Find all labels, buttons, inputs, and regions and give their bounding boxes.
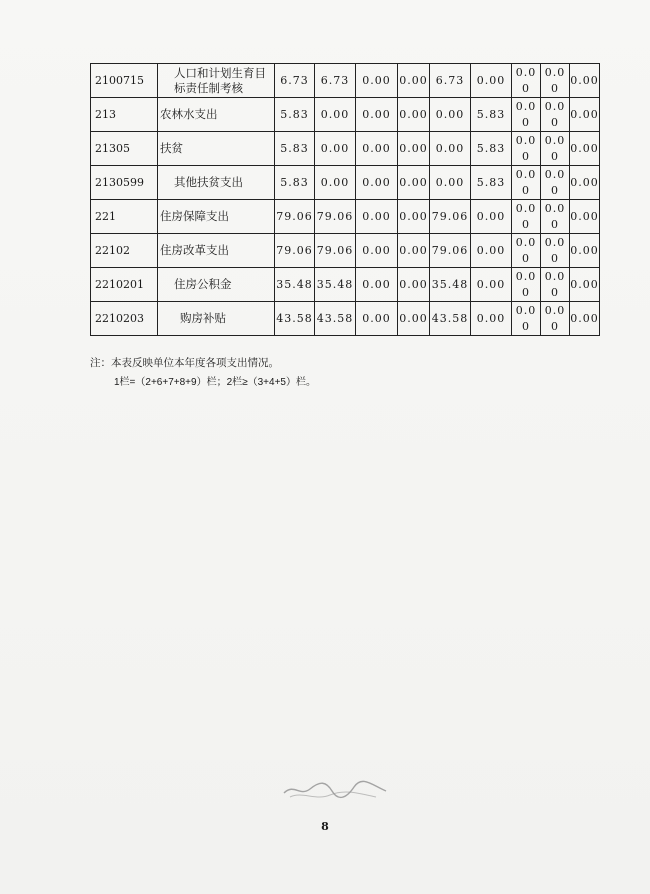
- amount-cell: 0.00: [356, 234, 398, 268]
- amount-cell: 0.00: [356, 268, 398, 302]
- amount-cell: 0.00: [541, 166, 570, 200]
- amount-cell: 79.06: [275, 234, 315, 268]
- page-number: 8: [321, 820, 329, 833]
- amount-cell: 0.00: [541, 234, 570, 268]
- amount-cell: 6.73: [430, 64, 471, 98]
- amount-cell: 0.00: [512, 302, 541, 336]
- amount-cell: 35.48: [315, 268, 356, 302]
- expenditure-table: [90, 63, 600, 336]
- table-row: [91, 234, 600, 268]
- amount-cell: 0.00: [398, 98, 430, 132]
- table-row: [91, 302, 600, 336]
- note-line-1: 注：本表反映单位本年度各项支出情况。: [90, 357, 279, 369]
- amount-cell: 6.73: [275, 64, 315, 98]
- amount-cell: 0.00: [315, 166, 356, 200]
- amount-cell: 0.00: [471, 234, 512, 268]
- table-row: [91, 166, 600, 200]
- subject-code-cell: 2210201: [91, 268, 158, 302]
- amount-cell: 6.73: [315, 64, 356, 98]
- amount-cell: 79.06: [275, 200, 315, 234]
- amount-cell: 0.00: [398, 234, 430, 268]
- amount-cell: 0.00: [512, 268, 541, 302]
- amount-cell: 0.00: [398, 132, 430, 166]
- amount-cell: 0.00: [356, 200, 398, 234]
- amount-cell: 0.00: [512, 200, 541, 234]
- subject-name-cell: 住房保障支出: [158, 200, 275, 234]
- amount-cell: 0.00: [315, 132, 356, 166]
- amount-cell: 0.00: [356, 132, 398, 166]
- subject-name-cell: 住房改革支出: [158, 234, 275, 268]
- amount-cell: 0.00: [541, 200, 570, 234]
- amount-cell: 0.00: [398, 64, 430, 98]
- amount-cell: 0.00: [541, 268, 570, 302]
- amount-cell: 43.58: [430, 302, 471, 336]
- signature-scribble: [280, 775, 390, 805]
- amount-cell: 0.00: [570, 64, 600, 98]
- amount-cell: 0.00: [398, 200, 430, 234]
- table-row: [91, 132, 600, 166]
- amount-cell: 5.83: [471, 166, 512, 200]
- amount-cell: 0.00: [430, 166, 471, 200]
- subject-code-cell: 2130599: [91, 166, 158, 200]
- amount-cell: 0.00: [512, 64, 541, 98]
- subject-name-cell: 人口和计划生育目标责任制考核: [158, 64, 275, 98]
- subject-code-cell: 22102: [91, 234, 158, 268]
- amount-cell: 0.00: [512, 132, 541, 166]
- amount-cell: 0.00: [512, 166, 541, 200]
- amount-cell: 0.00: [471, 268, 512, 302]
- amount-cell: 0.00: [570, 268, 600, 302]
- amount-cell: 0.00: [512, 234, 541, 268]
- subject-code-cell: 213: [91, 98, 158, 132]
- amount-cell: 0.00: [398, 302, 430, 336]
- subject-name-cell: 购房补贴: [158, 302, 275, 336]
- amount-cell: 0.00: [398, 166, 430, 200]
- amount-cell: 0.00: [430, 98, 471, 132]
- subject-code-cell: 2100715: [91, 64, 158, 98]
- subject-code-cell: 221: [91, 200, 158, 234]
- amount-cell: 5.83: [275, 98, 315, 132]
- amount-cell: 0.00: [541, 132, 570, 166]
- amount-cell: 0.00: [430, 132, 471, 166]
- subject-name-cell: 扶贫: [158, 132, 275, 166]
- amount-cell: 0.00: [471, 200, 512, 234]
- amount-cell: 79.06: [315, 200, 356, 234]
- subject-code-cell: 21305: [91, 132, 158, 166]
- amount-cell: 0.00: [356, 302, 398, 336]
- amount-cell: 0.00: [356, 166, 398, 200]
- amount-cell: 5.83: [471, 98, 512, 132]
- subject-name-cell: 其他扶贫支出: [158, 166, 275, 200]
- amount-cell: 0.00: [398, 268, 430, 302]
- amount-cell: 35.48: [275, 268, 315, 302]
- subject-code-cell: 2210203: [91, 302, 158, 336]
- amount-cell: 0.00: [356, 98, 398, 132]
- amount-cell: 0.00: [315, 98, 356, 132]
- amount-cell: 0.00: [541, 64, 570, 98]
- amount-cell: 43.58: [315, 302, 356, 336]
- amount-cell: 35.48: [430, 268, 471, 302]
- amount-cell: 0.00: [570, 132, 600, 166]
- amount-cell: 0.00: [471, 64, 512, 98]
- amount-cell: 0.00: [570, 98, 600, 132]
- subject-name-cell: 农林水支出: [158, 98, 275, 132]
- amount-cell: 79.06: [315, 234, 356, 268]
- amount-cell: 0.00: [570, 234, 600, 268]
- amount-cell: 0.00: [570, 200, 600, 234]
- table-row: [91, 268, 600, 302]
- amount-cell: 0.00: [570, 302, 600, 336]
- amount-cell: 0.00: [512, 98, 541, 132]
- amount-cell: 5.83: [471, 132, 512, 166]
- amount-cell: 0.00: [570, 166, 600, 200]
- amount-cell: 5.83: [275, 132, 315, 166]
- amount-cell: 79.06: [430, 200, 471, 234]
- table-row: [91, 64, 600, 98]
- table-row: [91, 98, 600, 132]
- table-row: [91, 200, 600, 234]
- note-line-2: 1栏=（2+6+7+8+9）栏；2栏≥（3+4+5）栏。: [114, 377, 316, 388]
- amount-cell: 0.00: [356, 64, 398, 98]
- subject-name-cell: 住房公积金: [158, 268, 275, 302]
- amount-cell: 0.00: [541, 98, 570, 132]
- amount-cell: 0.00: [541, 302, 570, 336]
- amount-cell: 43.58: [275, 302, 315, 336]
- amount-cell: 79.06: [430, 234, 471, 268]
- amount-cell: 5.83: [275, 166, 315, 200]
- table-note: [90, 353, 316, 393]
- table-body: [91, 64, 600, 336]
- amount-cell: 0.00: [471, 302, 512, 336]
